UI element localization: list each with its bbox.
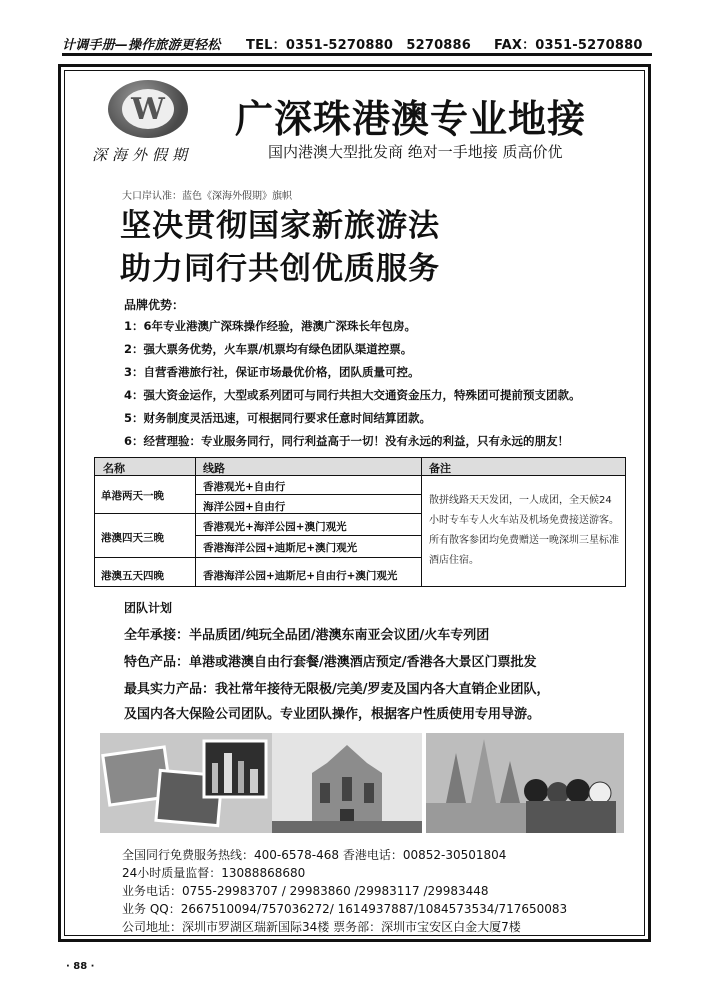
table-notes: 散拼线路天天发团，一人成团，全天候24小时专车专人火车站及机场免费接送游客。所有散客参团均免费赠送一晚深圳三星标准酒店住宿。 <box>429 495 619 566</box>
advantage-item: 5：财务制度灵活迅速，可根据同行要求任意时间结算团款。 <box>124 411 431 425</box>
team-plan-line: 特色产品：单港或港澳自由行套餐/港澳酒店预定/香港各大景区门票批发 <box>124 655 537 670</box>
column-divider <box>421 458 422 586</box>
team-plan-line: 最具实力产品：我社常年接待无限极/完美/罗麦及国内各大直销企业团队， <box>124 682 550 697</box>
row-divider <box>95 557 421 558</box>
advantage-item: 2：强大票务优势，火车票/机票均有绿色团队渠道控票。 <box>124 342 413 356</box>
contact-qq: 业务 QQ：2667510094/757036272/ 1614937887/1084573534/717650083 <box>122 902 568 916</box>
contact-business-phone: 业务电话：0755-29983707 / 29983860 /29983117 /29983448 <box>122 884 489 898</box>
team-plan-line: 全年承接：半品质团/纯玩全品团/港澳东南亚会议团/火车专列团 <box>124 628 490 643</box>
contact-hotline: 全国同行免费服务热线：400-6578-468 香港电话：00852-30501804 <box>122 848 507 862</box>
advantage-item: 6：经营理验：专业服务同行，同行利益高于一切！没有永远的利益，只有永远的朋友！ <box>124 434 569 448</box>
advantage-item: 1：6年专业港澳广深珠操作经验，港澳广深珠长年包房。 <box>124 319 417 333</box>
header-rule <box>62 53 652 56</box>
header-route: 线路 <box>203 462 225 475</box>
row-divider <box>195 535 421 536</box>
advantage-item: 3：自营香港旅行社，保证市场最优价格，团队质量可控。 <box>124 365 420 379</box>
header-slogan: 计调手册—操作旅游更轻松 <box>62 38 221 53</box>
header-fax: FAX：0351-5270880 <box>494 38 643 53</box>
slogan-line-1: 坚决贯彻国家新旅游法 <box>120 208 440 244</box>
approval-note: 大口岸认准：蓝色《深海外假期》旗帜 <box>122 191 292 202</box>
page-number: · 88 · <box>66 961 95 972</box>
row-divider <box>195 494 421 495</box>
table-route: 香港观光+自由行 <box>203 481 286 493</box>
header-tel: TEL：0351-5270880 5270886 <box>246 38 472 53</box>
table-route: 香港海洋公园+迪斯尼+澳门观光 <box>203 542 358 554</box>
ad-headline: 广深珠港澳专业地接 <box>235 97 587 141</box>
logo-letter: W <box>131 91 165 127</box>
table-route: 香港观光+海洋公园+澳门观光 <box>203 521 347 533</box>
table-row-name: 单港两天一晚 <box>101 490 164 502</box>
ad-subhead: 国内港澳大型批发商 绝对一手地接 质高价优 <box>268 143 563 161</box>
photo-ruins-st-paul <box>272 733 422 833</box>
advantages-list <box>124 318 581 456</box>
team-plan-line: 及国内各大保险公司团队。专业团队操作，根据客户性质使用专用导游。 <box>124 707 541 722</box>
table-row-name: 港澳五天四晚 <box>101 570 164 582</box>
slogan-line-2: 助力同行共创优质服务 <box>120 251 440 287</box>
table-route: 海洋公园+自由行 <box>203 501 286 513</box>
table-header <box>95 458 625 476</box>
table-row-name: 港澳四天三晚 <box>101 532 164 544</box>
route-table <box>94 457 626 587</box>
advantages-title: 品牌优势： <box>124 298 185 312</box>
header-name: 名称 <box>103 462 125 475</box>
top-header-bar <box>62 34 652 52</box>
table-route: 香港海洋公园+迪斯尼+自由行+澳门观光 <box>203 570 398 582</box>
brand-logo <box>108 80 188 138</box>
header-notes: 备注 <box>429 462 451 475</box>
contact-address: 公司地址：深圳市罗湖区瑞新国际34楼 票务部：深圳市宝安区白金大厦7楼 <box>122 920 521 934</box>
advantage-item: 4：强大资金运作，大型或系列团可与同行共担大交通资金压力，特殊团可提前预支团款。 <box>124 388 581 402</box>
photo-hongkong-collage <box>100 733 272 833</box>
photo-disneyland <box>426 733 624 833</box>
team-plan-title: 团队计划 <box>124 601 173 615</box>
column-divider <box>195 458 196 586</box>
contact-quality: 24小时质量监督：13088868680 <box>122 866 306 880</box>
brand-script-name: 深海外假期 <box>92 146 193 164</box>
